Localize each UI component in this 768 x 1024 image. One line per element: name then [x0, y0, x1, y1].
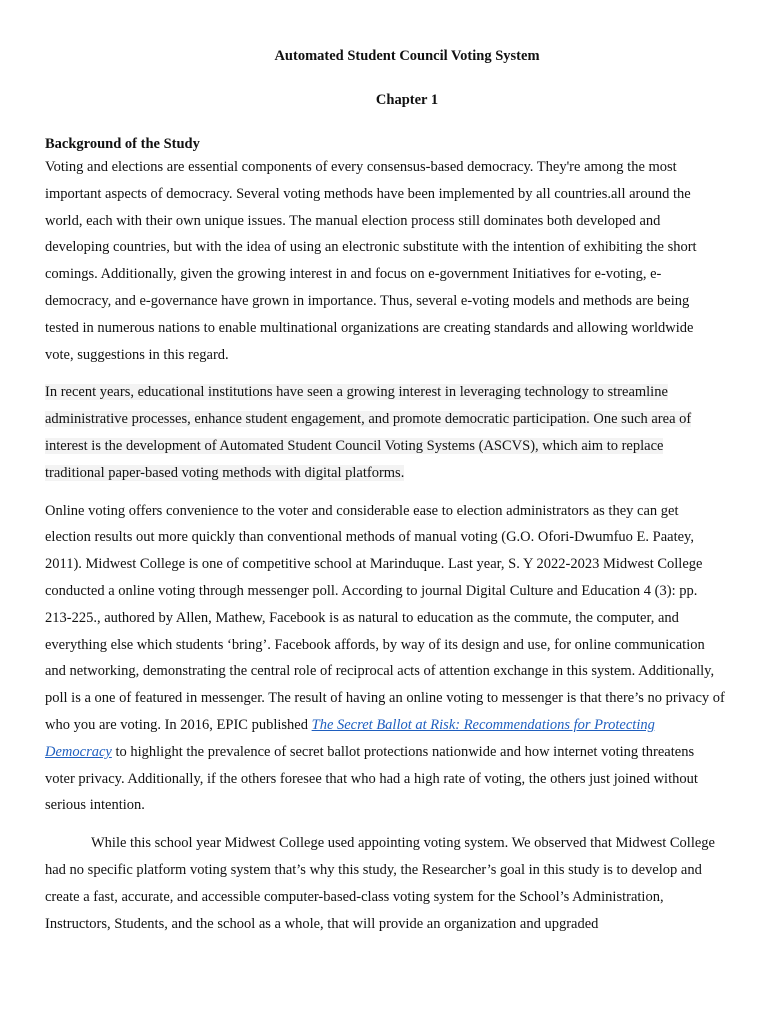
chapter-heading: Chapter 1 — [375, 92, 439, 108]
paragraph-text-after-link: to highlight the prevalence of secret ballot protections nationwide and how internet voting threatens voter privacy. Additionally, if the others foresee that who had a high rate of voting, the others just joined without serious intention. — [45, 743, 698, 814]
highlighted-text: In recent years, educational institutions have seen a growing interest in leveraging technology to streamline administrative processes, enhance student engagement, and promote democratic participation. One such area of interest is the development of Automated Student Council Voting Systems (ASCVS), which aim to replace traditional paper-based voting methods with digital platforms. — [45, 384, 692, 481]
paragraph-study-goal: While this school year Midwest College used appointing voting system. We observed that Midwest College had no specific platform voting system that’s why this study, the Researcher’s goal in this study is to develop and create a fast, accurate, and accessible computer-based-class voting system for the School’s Administration, Instructors, Students, and the school as a whole, that will provide an organization and upgraded — [45, 835, 715, 932]
paragraph-text-before-link: Online voting offers convenience to the voter and considerable ease to election administrators as they can get election results out more quickly than conventional methods of manual voting (G.O. Ofori-Dwumfuo E. Paatey, 2011). Midwest College is one of competitive school at Marinduque. Last year, S. Y 2022-2023 Midwest College conducted a online voting through messenger poll. According to journal Digital Culture and Education 4 (3): pp. 213-225., authored by Allen, Mathew, Facebook is as natural to education as the commute, the computer, and everything else which students ‘bring’. Facebook affords, by way of its design and use, for online communication and networking, demonstrating the central role of reciprocal acts of attention exchange in this system. Additionally, poll is a one of featured in messenger. The result of having an online voting to messenger is that there’s no privacy of who you are voting. In 2016, EPIC published — [45, 502, 725, 733]
epic-report-link[interactable]: The Secret Ballot at Risk: Recommendations for Protecting Democracy — [45, 716, 655, 760]
paragraph-educational-interest — [45, 379, 725, 486]
section-heading: Background of the Study — [45, 136, 200, 152]
paragraph-background: Voting and elections are essential components of every consensus-based democracy. They're among the most important aspects of democracy. Several voting methods have been implemented by all countries.all around the world, each with their own unique issues. The manual election process still dominates both developed and developing countries, but with the idea of using an electronic substitute with the intention of exhibiting the short comings. Additionally, given the growing interest in and focus on e-government Initiatives for e-voting, e-democracy, and e-governance have grown in importance. Thus, several e-voting models and methods are being tested in numerous nations to enable multinational organizations are creating standards and allowing worldwide vote, suggestions in this regard. — [45, 159, 697, 363]
document-title: Automated Student Council Voting System — [274, 48, 540, 64]
paragraph-online-voting — [45, 498, 725, 820]
document-page — [45, 46, 725, 937]
